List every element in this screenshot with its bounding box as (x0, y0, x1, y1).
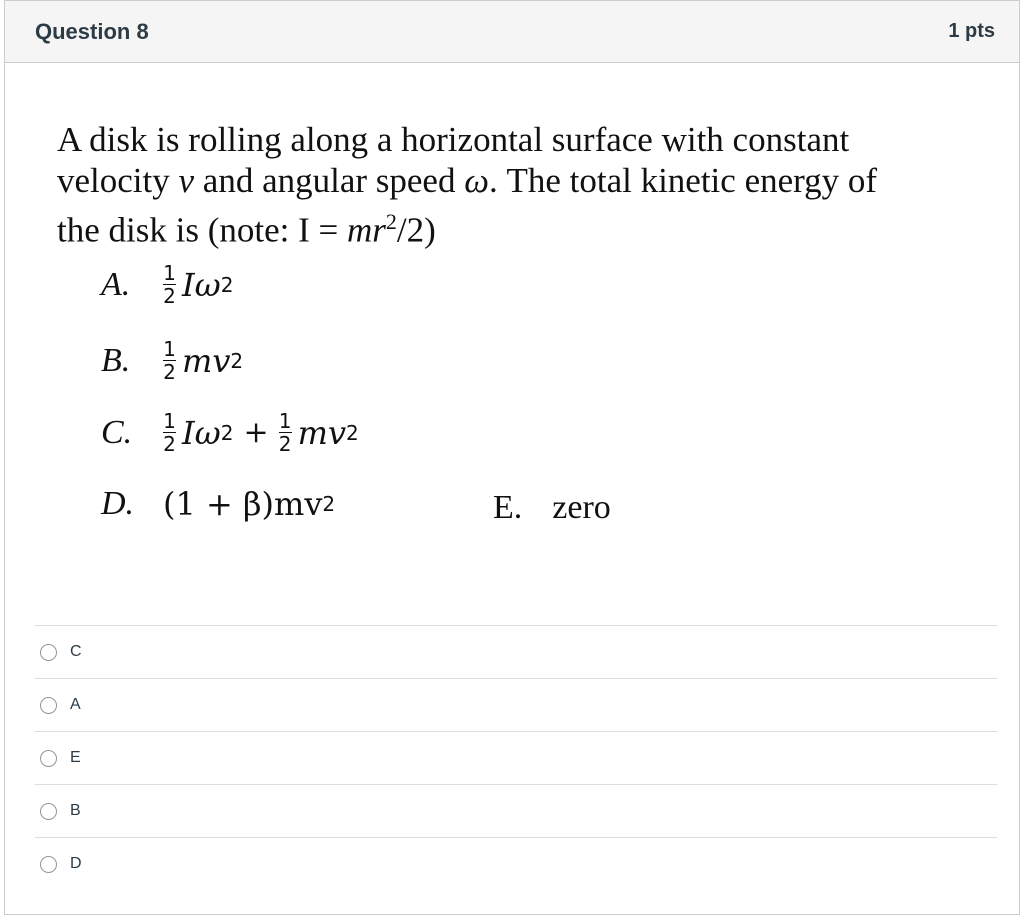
question-title: Question 8 (35, 18, 149, 44)
question-header (5, 1, 1019, 63)
question-points: 1 pts (948, 20, 995, 42)
question-card (4, 0, 1020, 915)
radio-button[interactable] (40, 856, 57, 873)
choice-b: B. $\frac{1}{2}$ mv 2 (101, 337, 244, 384)
radio-button[interactable] (40, 697, 57, 714)
stem-line-1: A disk is rolling along a horizontal surface with constant (57, 120, 850, 159)
choice-c-expression: $\frac{1}{2}$ Iω 2 + $\frac{1}{2}$ mv 2 (163, 409, 359, 456)
stem-line-3: the disk is (note: $I = mr^2/2$) (57, 209, 436, 250)
answer-label: D (70, 855, 82, 872)
answer-label: E (70, 749, 81, 766)
answer-option-a[interactable] (35, 678, 997, 731)
answer-option-d[interactable] (35, 837, 997, 890)
choice-c: C. $\frac{1}{2}$ Iω 2 + $\frac{1}{2}$ mv 2 (101, 409, 359, 456)
stem-line-2: velocity v and angular speed ω. The total kinetic energy of (57, 161, 878, 200)
answer-label: B (70, 802, 81, 819)
answer-list (5, 625, 1021, 890)
radio-button[interactable] (40, 803, 57, 820)
answer-option-e[interactable] (35, 731, 997, 784)
answer-label: A (70, 696, 81, 713)
answer-label: C (70, 643, 82, 660)
choice-d: D. (1 + β)mv 2 (101, 485, 336, 523)
radio-button[interactable] (40, 750, 57, 767)
radio-button[interactable] (40, 644, 57, 661)
choice-e: E. zero (493, 489, 611, 526)
answer-option-c[interactable] (35, 625, 997, 678)
choice-b-expression: $\frac{1}{2}$ mv 2 (163, 337, 244, 384)
choice-a-expression: $\frac{1}{2}$ Iω 2 (163, 261, 234, 308)
choice-a: A. $\frac{1}{2}$ Iω 2 (101, 261, 234, 308)
answer-option-b[interactable] (35, 784, 997, 837)
question-stem (57, 119, 977, 251)
choice-d-expression: (1 + β)mv 2 (163, 485, 336, 523)
